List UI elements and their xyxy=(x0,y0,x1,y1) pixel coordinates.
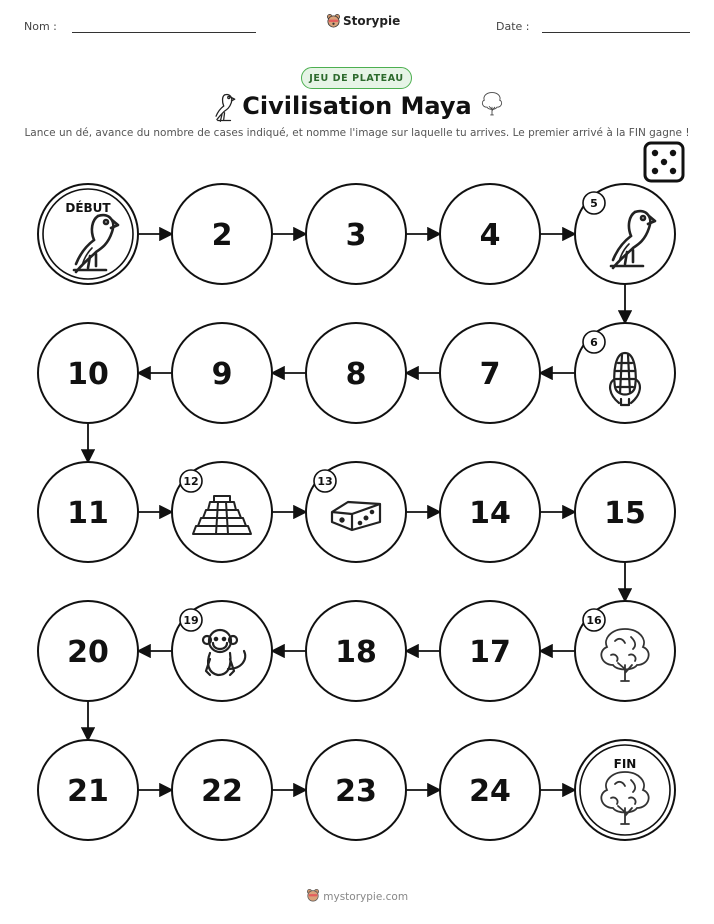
date-label: Date : xyxy=(496,20,530,33)
board-cell xyxy=(172,184,272,284)
cell-number: 16 xyxy=(586,614,602,627)
board-cell xyxy=(440,740,540,840)
cell-number: 18 xyxy=(335,635,377,670)
board-cell xyxy=(575,601,675,701)
cell-number: 11 xyxy=(67,496,109,531)
end-label: FIN xyxy=(613,757,637,771)
footer-url: mystorypie.com xyxy=(323,891,409,903)
board-cell xyxy=(306,184,406,284)
cell-number: 12 xyxy=(183,475,199,488)
cell-number: 2 xyxy=(211,218,233,253)
cell-number: 19 xyxy=(183,614,199,627)
cell-number: 17 xyxy=(469,635,511,670)
game-type-badge: JEU DE PLATEAU xyxy=(301,67,412,89)
cell-number: 8 xyxy=(345,357,367,392)
instructions-text: Lance un dé, avance du nombre de cases indiqué, et nomme l'image sur laquelle tu arrives. Le premier arrivé à la FIN gagne ! xyxy=(24,127,690,139)
board-cell xyxy=(575,740,675,840)
cell-number: 15 xyxy=(604,496,646,531)
board-cell xyxy=(306,601,406,701)
cell-number: 6 xyxy=(590,336,598,349)
board-cell xyxy=(440,462,540,562)
cell-number: 4 xyxy=(479,218,501,253)
cell-number: 10 xyxy=(67,357,109,392)
cell-number: 24 xyxy=(469,774,511,809)
board-cell xyxy=(172,740,272,840)
board-cell xyxy=(575,462,675,562)
footer-bear-logo-icon xyxy=(306,888,320,902)
page-title: Civilisation Maya xyxy=(242,92,472,120)
cell-number: 13 xyxy=(317,475,333,488)
cell-number: 21 xyxy=(67,774,109,809)
board-cell xyxy=(38,184,138,284)
cell-circle xyxy=(575,740,675,840)
board-cell xyxy=(172,601,272,701)
board-cell xyxy=(575,184,675,284)
name-label: Nom : xyxy=(24,20,57,33)
board-cell xyxy=(306,462,406,562)
cell-number: 3 xyxy=(345,218,367,253)
board-cell xyxy=(38,740,138,840)
cell-number: 7 xyxy=(479,357,501,392)
board-cell xyxy=(306,323,406,423)
cell-number: 5 xyxy=(590,197,598,210)
cell-number: 23 xyxy=(335,774,377,809)
board-cell xyxy=(172,323,272,423)
footer xyxy=(0,888,714,903)
board-cell xyxy=(172,462,272,562)
cell-number: 22 xyxy=(201,774,243,809)
board-cell xyxy=(575,323,675,423)
board-cells xyxy=(38,184,675,840)
board-cell xyxy=(38,601,138,701)
cell-number: 14 xyxy=(469,496,511,531)
board-cell xyxy=(440,184,540,284)
cell-number: 9 xyxy=(211,357,233,392)
board-cell xyxy=(440,601,540,701)
board-cell xyxy=(38,462,138,562)
board-cell xyxy=(306,740,406,840)
board-cell xyxy=(38,323,138,423)
board-cell xyxy=(440,323,540,423)
cell-number: 20 xyxy=(67,635,109,670)
start-label: DÉBUT xyxy=(65,201,111,215)
brand-name: Storypie xyxy=(343,13,401,28)
